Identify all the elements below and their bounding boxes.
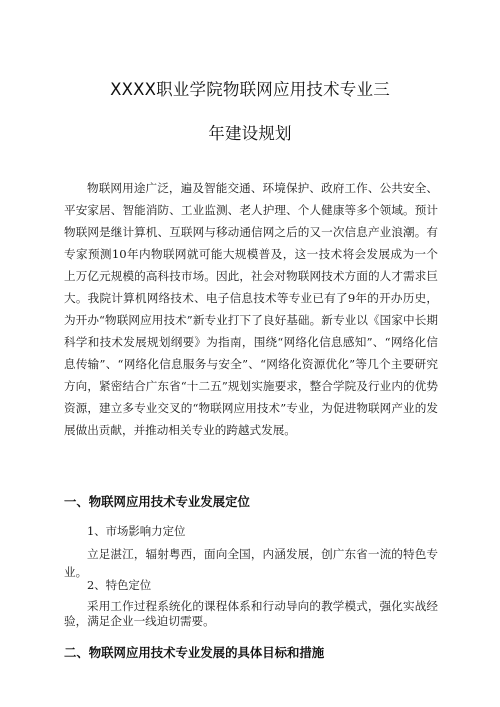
section-2-heading: 二、物联网应用技术专业发展的具体目标和措施 <box>64 645 325 660</box>
subsection-1-title: 1、市场影响力定位 <box>87 524 186 538</box>
document-title-line-2: 年建设规划 <box>208 124 292 143</box>
subsection-2-title: 2、特色定位 <box>87 578 152 592</box>
intro-paragraph: 物联网用途广泛，遍及智能交通、环境保护、政府工作、公共安全、平安家居、智能消防、工业监测、老人护理、个人健康等多个领域。预计物联网是继计算机、互联网与移动通信网之后的又一次信息产业浪潮。有专家预测10年内物联网就可能大规模普及，这一技术将会发展成为一个上万亿元规模的高科技市场。因此，社会对物联网技术方面的人才需求巨大。我院计算机网络技术、电子信息技术等专业已有了9年的开办历史，为开办“物联网应用技术”新专业打下了良好基础。新专业以《国家中长期科学和技术发展规划纲要》为指南，围绕“网络化信息感知”、“网络化信息传输”、“网络化信息服务与安全”、“网络化资源优化”等几个主要研究方向，紧密结合广东省“十二五”规划实施要求，整合学院及行业内的优势资源，建立多专业交叉的“物联网应用技术”专业，为促进物联网产业的发展做出贡献，并推动相关专业的跨越式发展。 <box>64 181 438 437</box>
subsection-1-text: 立足湛江，辐射粤西，面向全国，内涵发展，创广东省一流的特色专业。 <box>64 547 438 579</box>
section-1-heading: 一、物联网应用技术专业发展定位 <box>64 494 250 509</box>
subsection-2-text: 采用工作过程系统化的课程体系和行动导向的教学模式，强化实战经验，满足企业一线迫切需要。 <box>64 599 438 628</box>
document-title-line-1: XXXX职业学院物联网应用技术专业三 <box>110 80 390 99</box>
